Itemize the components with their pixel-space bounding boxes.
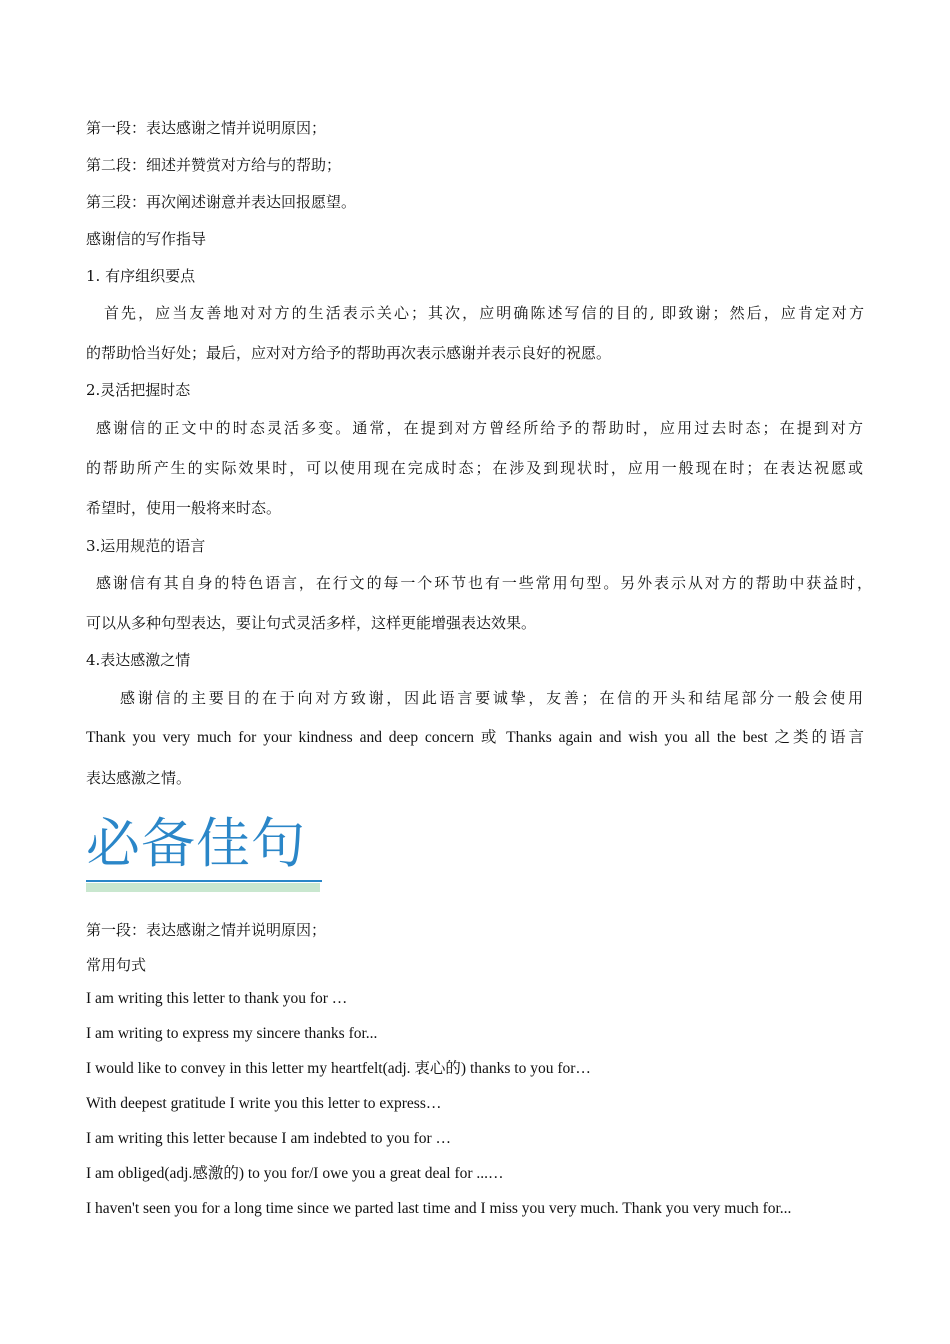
phrase-item: With deepest gratitude I write you this letter to express… — [86, 1095, 442, 1112]
phrases-section-label: 第一段：表达感谢之情并说明原因； — [86, 921, 327, 939]
section-2-line-1: 感谢信的正文中的时态灵活多变。通常，在提到对方曾经所给予的帮助时，应用过去时态；在提到对方 — [96, 419, 863, 437]
section-4-line-3: 表达感激之情。 — [86, 769, 192, 787]
structure-para-3: 第三段：再次阐述谢意并表达回报愿望。 — [86, 193, 357, 211]
phrase-item: I haven't seen you for a long time since we parted last time and I miss you very much. Thank you very much for... — [86, 1200, 792, 1217]
structure-para-1: 第一段：表达感谢之情并说明原因； — [86, 119, 327, 137]
section-heading-1: 1. 有序组织要点 — [86, 267, 196, 285]
banner-highlight-bar — [86, 883, 320, 892]
phrase-item: I am obliged(adj.感激的) to you for/I owe you a great deal for ...… — [86, 1165, 504, 1182]
section-3-line-1: 感谢信有其自身的特色语言，在行文的每一个环节也有一些常用句型。另外表示从对方的帮助中获益时， — [96, 574, 872, 592]
section-banner — [86, 810, 322, 892]
structure-para-2: 第二段：细述并赞赏对方给与的帮助； — [86, 156, 342, 174]
section-2-line-2: 的帮助所产生的实际效果时，可以使用现在完成时态；在涉及到现状时，应用一般现在时；在表达祝愿或 — [86, 459, 863, 477]
section-heading-3: 3.运用规范的语言 — [86, 537, 206, 555]
phrase-item: I am writing this letter to thank you for … — [86, 990, 348, 1007]
section-4-line-1: 感谢信的主要目的在于向对方致谢，因此语言要诚挚，友善；在信的开头和结尾部分一般会使用 — [120, 689, 863, 707]
banner-underline — [86, 880, 322, 882]
section-heading-2: 2.灵活把握时态 — [86, 381, 191, 399]
section-heading-4: 4.表达感激之情 — [86, 651, 191, 669]
section-2-line-3: 希望时，使用一般将来时态。 — [86, 499, 282, 517]
section-1-line-1: 首先，应当友善地对对方的生活表示关心；其次，应明确陈述写信的目的, 即致谢；然后，应肯定对方 — [104, 304, 864, 322]
phrase-item: I am writing to express my sincere thanks for... — [86, 1025, 378, 1042]
section-4-line-2: Thank you very much for your kindness and deep concern 或 Thanks again and wish you all the best 之类的语言 — [86, 729, 864, 746]
section-1-line-2: 的帮助恰当好处；最后，应对对方给予的帮助再次表示感谢并表示良好的祝愿。 — [86, 344, 612, 362]
section-3-line-2: 可以从多种句型表达，要让句式灵活多样，这样更能增强表达效果。 — [86, 614, 537, 632]
guide-title: 感谢信的写作指导 — [86, 230, 207, 248]
phrases-subtitle: 常用句式 — [86, 956, 147, 974]
phrase-item: I am writing this letter because I am indebted to you for … — [86, 1130, 452, 1147]
banner-title: 必备佳句 — [86, 812, 306, 875]
phrase-item: I would like to convey in this letter my heartfelt(adj. 衷心的) thanks to you for… — [86, 1060, 591, 1077]
